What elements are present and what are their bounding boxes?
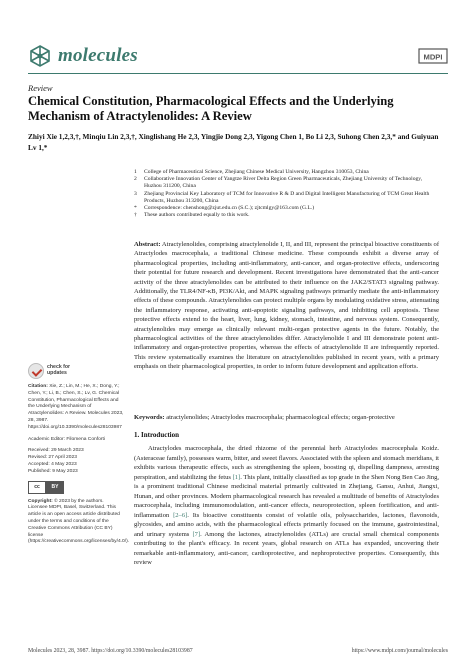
updates-line1: check for [47, 364, 71, 371]
copyright-text: © 2023 by the authors. Licensee MDPI, Basel, Switzerland. This article is an open access article distributed under the terms and conditions of the Creative Commons Attribution (CC BY) license (https://creativecommons.org/licenses/by/4.0/). [28, 498, 130, 545]
correspondence-item[interactable] [134, 205, 439, 212]
cc-label: cc [28, 481, 46, 494]
academic-editor: Academic Editor: Filomena Conforti [28, 436, 105, 442]
keywords-label: Keywords: [134, 414, 165, 421]
footer-journal-url[interactable]: https://www.mdpi.com/journal/molecules [351, 648, 448, 654]
abstract-label: Abstract: [134, 241, 161, 248]
article-sidebar [28, 363, 130, 551]
reference-link[interactable]: [1] [232, 473, 241, 481]
journal-header [28, 44, 448, 68]
copyright-block [28, 498, 130, 547]
affiliation-mark: 3 [134, 190, 137, 197]
molecules-logo-icon [28, 44, 52, 68]
affiliation-text: College of Pharmaceutical Science, Zhejiang Chinese Medical University, Hangzhou 310053, China [144, 169, 369, 175]
affiliation-mark: 2 [134, 176, 137, 183]
affiliation-mark: * [134, 205, 137, 212]
reference-link[interactable]: [2–6] [173, 511, 188, 519]
section-heading: 1. Introduction [134, 431, 179, 439]
introduction-paragraph [134, 444, 439, 568]
by-label: BY [46, 481, 64, 494]
revised-date: Revised: 27 April 2023 [28, 455, 77, 461]
citation-label: Citation: [28, 384, 48, 389]
received-date: Received: 29 March 2023 [28, 448, 84, 454]
affiliation-text: Zhejiang Provincial Key Laboratory of TCM for Innovative R & D and Digital Intelligent Manufacturing of TCM Great Health Products, Huzhou 313200, China [144, 190, 430, 204]
article-type: Review [28, 83, 53, 93]
article-title: Chemical Constitution, Pharmacological Effects and the Underlying Mechanism of Atractylenolides: A Review [28, 94, 394, 123]
copyright-label: Copyright: [28, 498, 53, 504]
accepted-date: Accepted: 4 May 2023 [28, 461, 77, 467]
check-updates-label [47, 365, 70, 377]
header-rule [28, 73, 448, 74]
check-for-updates-button[interactable] [28, 363, 124, 379]
author-list: Zhiyi Xie 1,2,3,†, Minqiu Lin 2,3,†, Xinglishang He 2,3, Yingjie Dong 2,3, Yigong Chen 1, Bo Li 2,3, Suhong Chen 2,3,* and Guiyuan Lv 1,* [28, 132, 439, 152]
affiliation-item [134, 191, 439, 205]
keywords-text: atractylenolides; Atractylodes macrocephala; pharmacological effects; organ-protective [166, 414, 395, 421]
journal-name[interactable]: molecules [58, 45, 138, 66]
correspondence-text[interactable]: Correspondence: chenshong@zjut.edu.cn (S.C.); zjtcmlgy@163.com (G.L.) [144, 205, 315, 212]
affiliation-mark: † [134, 212, 137, 219]
note-text: These authors contributed equally to this work. [144, 212, 250, 219]
affiliations [134, 169, 439, 219]
updates-line2: updates [47, 370, 67, 376]
intro-text: Atractylodes macrocephala, the dried rhizome of the perennial herb Atractylodes macrocephala Koidz. (Asteraceae family), possesses warm, bitter, and sweet flavors. Associated with the spleen and stomach meridians, it exhibits various therapeutic effects, such as strengthening the spleen, boosting qi, dispelling dampness, arresting perspiration, and stabilizing the fetus [134, 445, 439, 481]
citation-block [28, 384, 124, 432]
keywords [134, 413, 439, 422]
intro-text: . Among the lactones, atractylenolides (ATLs) are crucial small chemical components contributing to the plant's efficacy. In recent years, global research on ATLs has expanded, uncovering their remarkable anti-inflammatory, anti-cancer, cardioprotective, and nephroprotective properties. Consequently, this review [134, 530, 439, 566]
intro-text: . This plant, initially classified as top grade in the Shen Nong Ben Cao Jing, is a prominent traditional Chinese medicinal material primarily cultivated in Zhejiang, Gansu, Anhui, Jiangxi, Hunan, and other provinces. Modern pharmacological research has revealed a multitude of benefits of Atractylodes macrocephala, including immunomodulation, anti-cancer effects, neuroprotection, spleen fortification, and anti-inflammation [134, 473, 439, 519]
published-date: Published: 9 May 2023 [28, 468, 78, 474]
affiliation-item [134, 176, 439, 190]
check-updates-icon [28, 363, 44, 379]
reference-link[interactable]: [7] [192, 530, 201, 538]
abstract [134, 240, 439, 372]
affiliation-text: Collaborative Innovation Center of Yangtze River Delta Region Green Pharmaceuticals, Zhejiang University of Technology, Huzhou 311200, China [144, 176, 423, 190]
publisher-name: MDPI [423, 52, 443, 62]
citation-text[interactable]: Xie, Z.; Lin, M.; He, X.; Dong, Y.; Chen, Y.; Li, B.; Chen, S.; Lv, G. Chemical Constitution, Pharmacological Effects and the Underlying Mechanism of Atractylenolides: A Review. Molecules 2023, 28, 3987. https://doi.org/10.3390/molecules28103987 [28, 384, 124, 430]
affiliation-mark: 1 [134, 169, 137, 175]
cc-by-license-icon[interactable] [28, 481, 124, 494]
history-dates [28, 448, 124, 475]
mdpi-logo-icon[interactable] [418, 48, 448, 64]
equal-contribution-note [134, 212, 439, 219]
footer-citation[interactable]: Molecules 2023, 28, 3987. https://doi.org/10.3390/molecules28103987 [28, 648, 193, 654]
intro-text: . Its bioactive constituents consist of volatile oils, polysaccharides, lactones, flavonoids, glycosides, and amino acids, with the pharmacological effects primarily focused on the immune, gastrointestinal, and urinary systems [134, 511, 439, 538]
abstract-text: Atractylenolides, comprising atractylenolide I, II, and III, represent the principal bioactive constituents of Atractylodes macrocephala, a traditional Chinese medicine. These compounds exhibit a diverse array of pharmacological properties, including anti-inflammatory, anti-cancer, and organ-protective effects, underscoring their potential for future research and development. Recent investigations have demonstrated that the anti-cancer activity of the three atractylenolides can be attributed to their influence on the JAK2/STAT3 signaling pathway. Additionally, the TLR4/NF-κB, PI3K/Akt, and MAPK signaling pathways primarily mediate the anti-inflammatory effects of these compounds. Atractylenolides can protect multiple organs by modulating oxidative stress, attenuating the inflammatory response, activating anti-apoptotic signaling pathways, and inhibiting cell apoptosis. These protective effects extend to the heart, liver, lung, kidney, stomach, intestine, and nervous system. Consequently, atractylenolides may emerge as clinically relevant multi-organ protective agents in the future. Notably, the pharmacological activities of the three atractylenolides differ. Atractylenolide I and III demonstrate potent anti-inflammatory and organ-protective properties, whereas the effects of atractylenolide II are infrequently reported. This review systematically examines the literature on atractylenolides published in recent years, with a primary emphasis on their pharmacological properties, in order to inform future development and application efforts. [134, 241, 439, 371]
